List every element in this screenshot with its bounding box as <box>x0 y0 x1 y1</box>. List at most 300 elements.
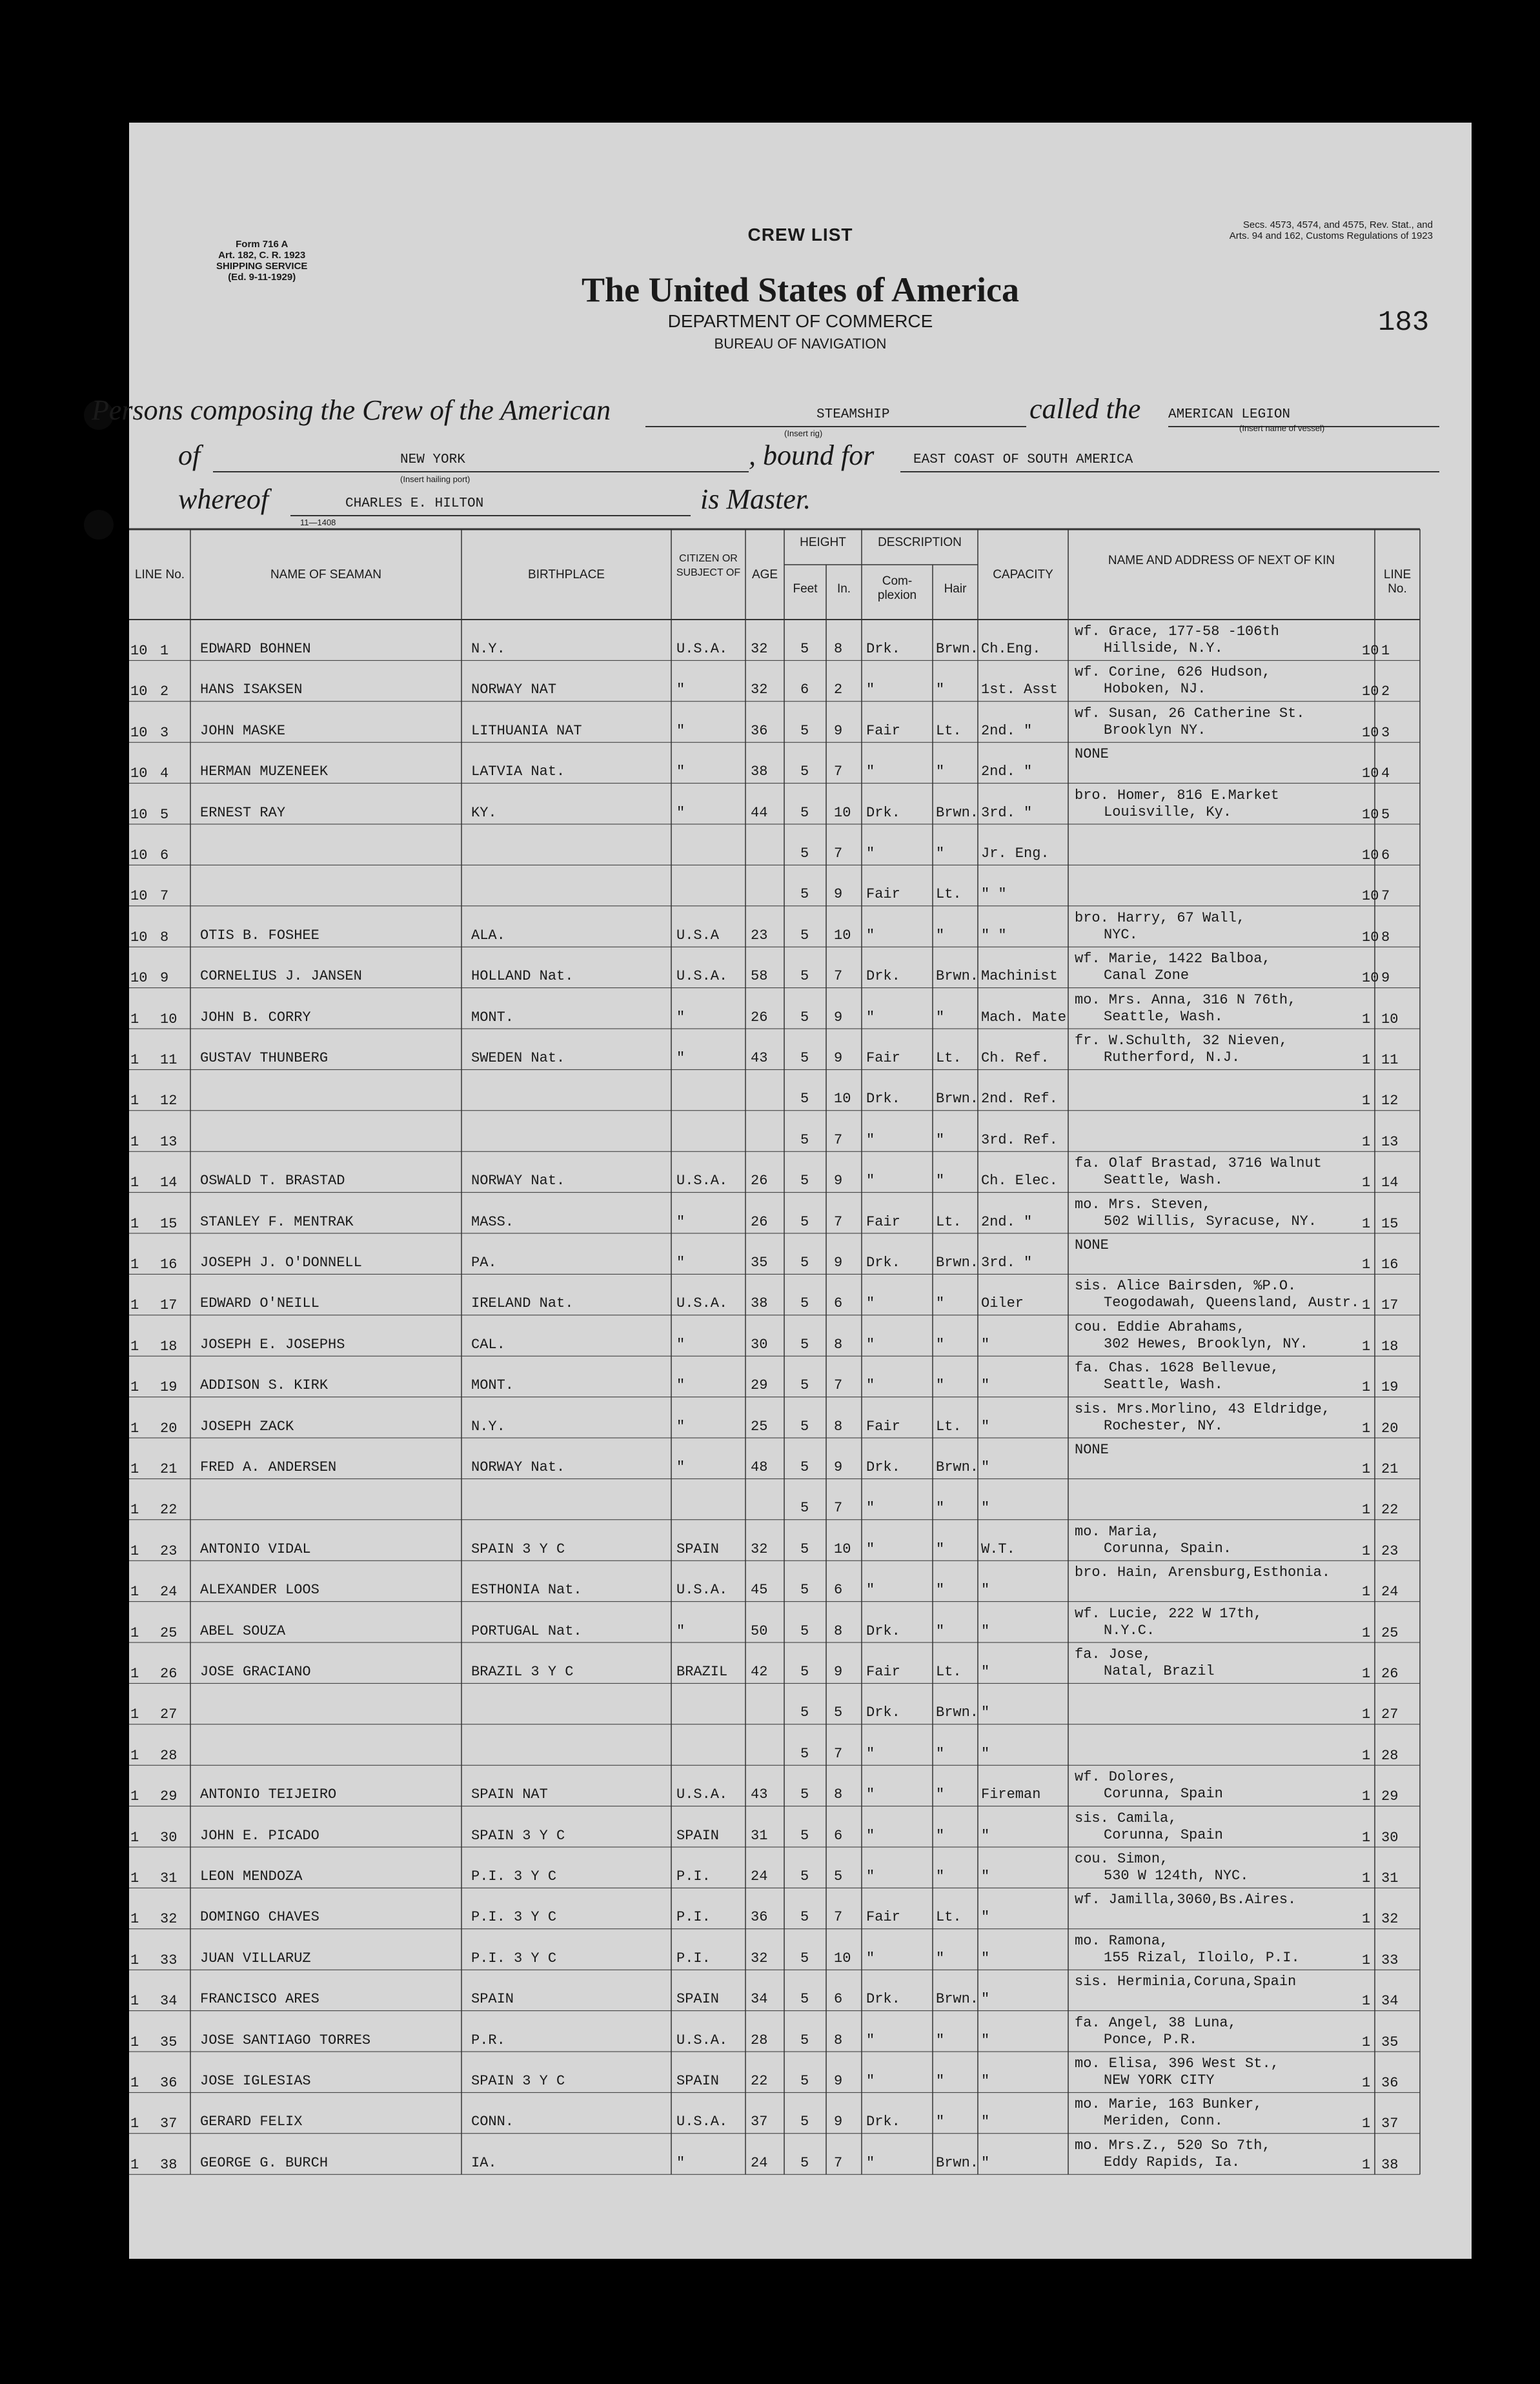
birthplace: NORWAY Nat. <box>471 1173 565 1189</box>
line-mark: 1 <box>130 1297 139 1314</box>
next-of-kin-line: Seattle, Wash. <box>1104 1377 1223 1393</box>
height-inches: 7 <box>834 968 843 985</box>
citizenship: " <box>676 1336 685 1353</box>
next-of-kin-line: NONE <box>1075 746 1109 763</box>
height-feet: 5 <box>800 1050 809 1066</box>
seaman-name: OSWALD T. BRASTAD <box>200 1173 345 1189</box>
birthplace: MASS. <box>471 1213 514 1230</box>
capacity: " <box>981 1868 990 1884</box>
line-mark-right: 1 <box>1362 2156 1371 2173</box>
hair: " <box>936 1827 945 1844</box>
line-number: 23 <box>160 1542 177 1559</box>
line-mark-right: 1 <box>1362 1829 1371 1846</box>
line-number: 27 <box>160 1706 177 1723</box>
capacity: " <box>981 1745 990 1762</box>
line-number-right: 3 <box>1381 724 1390 741</box>
citizenship: " <box>676 1213 685 1230</box>
seaman-name: ANTONIO VIDAL <box>200 1541 311 1557</box>
line-number-right: 31 <box>1381 1870 1399 1886</box>
height-feet: 5 <box>800 1909 809 1926</box>
line-mark-right: 1 <box>1362 1666 1371 1682</box>
next-of-kin-line: mo. Marie, 163 Bunker, <box>1075 2096 1262 2113</box>
complexion: Fair <box>866 1664 900 1680</box>
rig-value: STEAMSHIP <box>816 407 890 422</box>
height-inches: 9 <box>834 1459 843 1475</box>
height-inches: 7 <box>834 1745 843 1762</box>
bureau-heading: BUREAU OF NAVIGATION <box>714 336 887 352</box>
line-number: 15 <box>160 1215 177 1232</box>
line-mark: 1 <box>130 1011 139 1027</box>
complexion: Drk. <box>866 968 900 985</box>
complexion: " <box>866 1377 875 1394</box>
form-number-line: Art. 182, C. R. 1923 <box>218 250 306 261</box>
height-inches: 7 <box>834 763 843 780</box>
seaman-name: ADDISON S. KIRK <box>200 1377 329 1394</box>
country-heading: The United States of America <box>582 270 1019 309</box>
capacity: " <box>981 1582 990 1599</box>
line-mark-right: 10 <box>1362 683 1379 700</box>
complexion: Drk. <box>866 1091 900 1107</box>
line-number-right: 38 <box>1381 2156 1399 2173</box>
seaman-name: GERARD FELIX <box>200 2114 303 2130</box>
line-mark-right: 1 <box>1362 1379 1371 1396</box>
citizenship: SPAIN <box>676 1541 720 1557</box>
complexion: " <box>866 1786 875 1803</box>
line-mark: 1 <box>130 1257 139 1273</box>
line-mark: 1 <box>130 2116 139 2132</box>
form-number-line: Form 716 A <box>236 239 289 250</box>
citizenship: " <box>676 1255 685 1271</box>
citizenship: P.I. <box>676 1950 711 1966</box>
next-of-kin-line: Brooklyn NY. <box>1104 722 1206 738</box>
line-number-right: 5 <box>1381 806 1390 823</box>
line-mark-right: 10 <box>1362 765 1379 782</box>
hair: " <box>936 1541 945 1557</box>
line-mark-right: 10 <box>1362 643 1379 659</box>
height-feet: 5 <box>800 1091 809 1107</box>
capacity: 1st. Asst <box>981 682 1058 698</box>
next-of-kin-line: wf. Grace, 177-58 -106th <box>1075 623 1279 640</box>
height-inches: 8 <box>834 1622 843 1639</box>
line-number: 37 <box>160 2116 177 2132</box>
birthplace: CONN. <box>471 2114 514 2130</box>
capacity: " <box>981 1827 990 1844</box>
line-number-right: 11 <box>1381 1052 1399 1068</box>
height-inches: 7 <box>834 1909 843 1926</box>
capacity: Jr. Eng. <box>981 845 1049 862</box>
hair: " <box>936 1377 945 1394</box>
age: 45 <box>751 1582 768 1599</box>
birthplace: PA. <box>471 1255 497 1271</box>
header-citizen: CITIZEN OR SUBJECT OF <box>676 553 741 578</box>
age: 32 <box>751 1541 768 1557</box>
citizenship: U.S.A. <box>676 1786 728 1803</box>
line-mark-right: 1 <box>1362 1870 1371 1886</box>
birthplace: SPAIN 3 Y C <box>471 2073 565 2089</box>
capacity: Machinist <box>981 968 1058 985</box>
capacity: " <box>981 1991 990 2008</box>
statutes-line: Secs. 4573, 4574, and 4575, Rev. Stat., and <box>1242 219 1433 230</box>
complexion: " <box>866 1131 875 1148</box>
next-of-kin-line: wf. Marie, 1422 Balboa, <box>1075 951 1271 967</box>
line-number: 28 <box>160 1747 177 1764</box>
next-of-kin-line: Rochester, NY. <box>1104 1417 1223 1434</box>
line-number: 26 <box>160 1666 177 1682</box>
capacity: Ch.Eng. <box>981 641 1041 657</box>
height-inches: 10 <box>834 927 851 944</box>
height-inches: 6 <box>834 1295 843 1312</box>
rig-caption: (Insert rig) <box>784 429 823 438</box>
line-number-right: 14 <box>1381 1175 1399 1191</box>
height-feet: 5 <box>800 1295 809 1312</box>
line-mark-right: 1 <box>1362 1297 1371 1314</box>
next-of-kin-line: Corunna, Spain <box>1104 1826 1223 1843</box>
line-number: 29 <box>160 1788 177 1805</box>
age: 43 <box>751 1786 768 1803</box>
hair: " <box>936 682 945 698</box>
height-inches: 7 <box>834 845 843 862</box>
line-number-right: 35 <box>1381 2034 1399 2050</box>
height-feet: 5 <box>800 1336 809 1353</box>
next-of-kin-line: Canal Zone <box>1104 967 1190 984</box>
age: 32 <box>751 1950 768 1966</box>
age: 30 <box>751 1336 768 1353</box>
complexion: " <box>866 2073 875 2089</box>
height-inches: 9 <box>834 1664 843 1680</box>
line-number: 3 <box>160 724 169 741</box>
line-mark: 1 <box>130 1829 139 1846</box>
age: 26 <box>751 1173 768 1189</box>
citizenship: " <box>676 763 685 780</box>
hair: " <box>936 927 945 944</box>
hair: " <box>936 1295 945 1312</box>
hair: Brwn. <box>936 968 979 985</box>
age: 42 <box>751 1664 768 1680</box>
line-mark: 10 <box>130 847 148 864</box>
line-mark: 1 <box>130 2034 139 2050</box>
height-feet: 5 <box>800 1500 809 1517</box>
seaman-name: DOMINGO CHAVES <box>200 1909 319 1926</box>
complexion: " <box>866 1295 875 1312</box>
line-number-right: 1 <box>1381 643 1390 659</box>
line-number: 24 <box>160 1584 177 1601</box>
line-mark-right: 10 <box>1362 847 1379 864</box>
seaman-name: JOSEPH ZACK <box>200 1418 294 1435</box>
line-number: 16 <box>160 1257 177 1273</box>
complexion: Fair <box>866 1909 900 1926</box>
line-number-right: 34 <box>1381 1993 1399 2010</box>
line-mark: 1 <box>130 1420 139 1437</box>
next-of-kin-line: Seattle, Wash. <box>1104 1008 1223 1025</box>
next-of-kin-line: 155 Rizal, Iloilo, P.I. <box>1104 1949 1300 1966</box>
height-feet: 5 <box>800 1255 809 1271</box>
capacity: " <box>981 1336 990 1353</box>
next-of-kin-line: fa. Olaf Brastad, 3716 Walnut <box>1075 1155 1322 1172</box>
hair: " <box>936 1745 945 1762</box>
seaman-name: ERNEST RAY <box>200 804 286 821</box>
citizenship: U.S.A. <box>676 1582 728 1599</box>
height-feet: 5 <box>800 1745 809 1762</box>
birthplace: P.R. <box>471 2032 505 2048</box>
height-inches: 7 <box>834 1213 843 1230</box>
capacity: 2nd. Ref. <box>981 1091 1058 1107</box>
line-number: 8 <box>160 929 169 945</box>
citizenship: " <box>676 722 685 739</box>
line-number: 13 <box>160 1133 177 1150</box>
height-feet: 5 <box>800 1173 809 1189</box>
page-number: 183 <box>1378 307 1430 339</box>
birthplace: IA. <box>471 2154 497 2171</box>
height-inches: 10 <box>834 804 851 821</box>
height-feet: 5 <box>800 763 809 780</box>
age: 25 <box>751 1418 768 1435</box>
hair: " <box>936 845 945 862</box>
citizenship: P.I. <box>676 1868 711 1884</box>
line-number-right: 32 <box>1381 1911 1399 1928</box>
next-of-kin-line: sis. Alice Bairsden, %P.O. <box>1075 1278 1297 1295</box>
line-mark: 1 <box>130 1542 139 1559</box>
punch-hole <box>84 510 114 540</box>
age: 50 <box>751 1622 768 1639</box>
birthplace: NORWAY NAT <box>471 682 557 698</box>
capacity: Mach. Mate <box>981 1009 1067 1025</box>
age: 32 <box>751 641 768 657</box>
height-feet: 5 <box>800 1213 809 1230</box>
line-mark-right: 1 <box>1362 1993 1371 2010</box>
height-feet: 6 <box>800 682 809 698</box>
height-inches: 7 <box>834 1131 843 1148</box>
capacity: " <box>981 1377 990 1394</box>
line-number-right: 36 <box>1381 2075 1399 2091</box>
height-inches: 9 <box>834 1009 843 1025</box>
next-of-kin-line: mo. Ramona, <box>1075 1932 1169 1949</box>
line-number: 32 <box>160 1911 177 1928</box>
whereof-label: whereof <box>178 483 269 515</box>
next-of-kin-line: Natal, Brazil <box>1104 1663 1215 1679</box>
capacity: " <box>981 2073 990 2089</box>
citizenship: " <box>676 804 685 821</box>
next-of-kin-line: NEW YORK CITY <box>1104 2072 1215 2088</box>
line-number: 4 <box>160 765 169 782</box>
complexion: " <box>866 1173 875 1189</box>
crew-list-title: CREW LIST <box>747 225 853 245</box>
line-number: 14 <box>160 1175 177 1191</box>
next-of-kin-line: wf. Corine, 626 Hudson, <box>1075 664 1271 681</box>
line-mark-right: 1 <box>1362 1911 1371 1928</box>
next-of-kin-line: Corunna, Spain. <box>1104 1540 1232 1557</box>
form-number-line: (Ed. 9-11-1929) <box>228 272 296 283</box>
department-heading: DEPARTMENT OF COMMERCE <box>667 311 933 331</box>
age: 28 <box>751 2032 768 2048</box>
capacity: Ch. Ref. <box>981 1050 1049 1066</box>
birthplace: P.I. 3 Y C <box>471 1868 557 1884</box>
age: 43 <box>751 1050 768 1066</box>
line-mark: 1 <box>130 1584 139 1601</box>
header-line-no-right: LINE No. <box>1383 568 1412 596</box>
line-number: 25 <box>160 1624 177 1641</box>
master-name: CHARLES E. HILTON <box>345 496 484 511</box>
seaman-name: ABEL SOUZA <box>200 1622 286 1639</box>
capacity: Fireman <box>981 1786 1041 1803</box>
master-label: is Master. <box>700 483 811 515</box>
complexion: Drk. <box>866 641 900 657</box>
line-mark: 10 <box>130 970 148 987</box>
line-number-right: 30 <box>1381 1829 1399 1846</box>
seaman-name: LEON MENDOZA <box>200 1868 303 1884</box>
next-of-kin-line: sis. Herminia,Coruna,Spain <box>1075 1974 1297 1990</box>
line-number-right: 21 <box>1381 1461 1399 1477</box>
hair: " <box>936 1173 945 1189</box>
age: 24 <box>751 2154 768 2171</box>
destination: EAST COAST OF SOUTH AMERICA <box>913 452 1133 467</box>
line-mark-right: 10 <box>1362 806 1379 823</box>
age: 26 <box>751 1009 768 1025</box>
seaman-name: JOHN MASKE <box>200 722 286 739</box>
height-feet: 5 <box>800 1009 809 1025</box>
height-inches: 10 <box>834 1091 851 1107</box>
line-mark: 1 <box>130 1215 139 1232</box>
height-feet: 5 <box>800 1868 809 1884</box>
complexion: " <box>866 1336 875 1353</box>
height-inches: 7 <box>834 2154 843 2171</box>
capacity: " <box>981 2114 990 2130</box>
next-of-kin-line: wf. Lucie, 222 W 17th, <box>1075 1605 1262 1622</box>
hair: " <box>936 2032 945 2048</box>
birthplace: ESTHONIA Nat. <box>471 1582 582 1599</box>
complexion: " <box>866 1868 875 1884</box>
height-feet: 5 <box>800 2114 809 2130</box>
line-number: 5 <box>160 806 169 823</box>
header-name: NAME OF SEAMAN <box>270 568 382 581</box>
height-inches: 8 <box>834 2032 843 2048</box>
citizenship: " <box>676 1377 685 1394</box>
line-number: 11 <box>160 1052 177 1068</box>
citizenship: BRAZIL <box>676 1664 728 1680</box>
capacity: " <box>981 1909 990 1926</box>
capacity: " <box>981 1950 990 1966</box>
next-of-kin-line: Hillside, N.Y. <box>1104 640 1223 656</box>
height-inches: 8 <box>834 1786 843 1803</box>
birthplace: P.I. 3 Y C <box>471 1950 557 1966</box>
hailing-caption: (Insert hailing port) <box>400 474 471 484</box>
line-number: 20 <box>160 1420 177 1437</box>
line-number: 7 <box>160 888 169 905</box>
complexion: " <box>866 927 875 944</box>
line-mark: 10 <box>130 806 148 823</box>
seaman-name: JOHN E. PICADO <box>200 1827 319 1844</box>
line-number-right: 15 <box>1381 1215 1399 1232</box>
seaman-name: ANTONIO TEIJEIRO <box>200 1786 337 1803</box>
seaman-name: JOSEPH J. O'DONNELL <box>200 1255 362 1271</box>
seaman-name: JOSEPH E. JOSEPHS <box>200 1336 345 1353</box>
line-number-right: 37 <box>1381 2116 1399 2132</box>
capacity: " <box>981 1418 990 1435</box>
citizenship: U.S.A. <box>676 641 728 657</box>
line-number: 35 <box>160 2034 177 2050</box>
capacity: 3rd. " <box>981 1255 1033 1271</box>
line-mark-right: 1 <box>1362 1420 1371 1437</box>
line-mark-right: 1 <box>1362 1706 1371 1723</box>
hair: " <box>936 1336 945 1353</box>
header-hair: Hair <box>944 582 967 596</box>
seaman-name: OTIS B. FOSHEE <box>200 927 319 944</box>
height-inches: 7 <box>834 1500 843 1517</box>
line-number-right: 10 <box>1381 1011 1399 1027</box>
hair: " <box>936 1131 945 1148</box>
height-feet: 5 <box>800 1541 809 1557</box>
height-feet: 5 <box>800 1377 809 1394</box>
birthplace: KY. <box>471 804 497 821</box>
next-of-kin-line: cou. Simon, <box>1075 1851 1169 1867</box>
citizenship: " <box>676 2154 685 2171</box>
line-mark: 10 <box>130 888 148 905</box>
line-number-right: 16 <box>1381 1257 1399 1273</box>
citizenship: U.S.A. <box>676 1173 728 1189</box>
line-mark-right: 1 <box>1362 1175 1371 1191</box>
height-inches: 9 <box>834 2073 843 2089</box>
birthplace: SPAIN 3 Y C <box>471 1827 565 1844</box>
print-code: 11—1408 <box>300 518 336 527</box>
age: 58 <box>751 968 768 985</box>
birthplace: SPAIN 3 Y C <box>471 1541 565 1557</box>
capacity: 3rd. Ref. <box>981 1131 1058 1148</box>
birthplace: HOLLAND Nat. <box>471 968 574 985</box>
line-number: 38 <box>160 2156 177 2173</box>
line-mark: 10 <box>130 643 148 659</box>
line-mark-right: 1 <box>1362 1584 1371 1601</box>
complexion: " <box>866 1582 875 1599</box>
capacity: " " <box>981 927 1007 944</box>
next-of-kin-line: Rutherford, N.J. <box>1104 1049 1241 1066</box>
next-of-kin-line: bro. Harry, 67 Wall, <box>1075 909 1246 926</box>
line-number: 19 <box>160 1379 177 1396</box>
height-inches: 6 <box>834 1582 843 1599</box>
hair: Brwn. <box>936 1991 979 2008</box>
birthplace: LITHUANIA NAT <box>471 722 582 739</box>
height-inches: 9 <box>834 1050 843 1066</box>
header-complexion: Com- plexion <box>877 574 917 602</box>
age: 29 <box>751 1377 768 1394</box>
citizenship: P.I. <box>676 1909 711 1926</box>
seaman-name: EDWARD O'NEILL <box>200 1295 319 1312</box>
height-inches: 9 <box>834 1173 843 1189</box>
seaman-name: EDWARD BOHNEN <box>200 641 311 657</box>
header-inches: In. <box>836 582 851 596</box>
height-inches: 7 <box>834 1377 843 1394</box>
next-of-kin-line: wf. Susan, 26 Catherine St. <box>1075 705 1305 722</box>
line-mark: 1 <box>130 1911 139 1928</box>
next-of-kin-line: Teogodawah, Queensland, Austr. <box>1104 1295 1360 1311</box>
line-mark: 1 <box>130 1870 139 1886</box>
age: 36 <box>751 1909 768 1926</box>
next-of-kin-line: wf. Jamilla,3060,Bs.Aires. <box>1075 1892 1297 1908</box>
line-mark-right: 10 <box>1362 724 1379 741</box>
hair: Lt. <box>936 886 962 903</box>
line-number-right: 28 <box>1381 1747 1399 1764</box>
line-mark: 1 <box>130 1502 139 1519</box>
complexion: Fair <box>866 1050 900 1066</box>
line-mark-right: 1 <box>1362 1133 1371 1150</box>
birthplace: NORWAY Nat. <box>471 1459 565 1475</box>
hair: " <box>936 1868 945 1884</box>
citizenship: " <box>676 1459 685 1475</box>
seaman-name: FRED A. ANDERSEN <box>200 1459 337 1475</box>
line-mark: 1 <box>130 1788 139 1805</box>
table-grid <box>129 123 1472 2259</box>
capacity: " <box>981 1664 990 1680</box>
height-inches: 5 <box>834 1704 843 1721</box>
line-mark: 1 <box>130 1993 139 2010</box>
